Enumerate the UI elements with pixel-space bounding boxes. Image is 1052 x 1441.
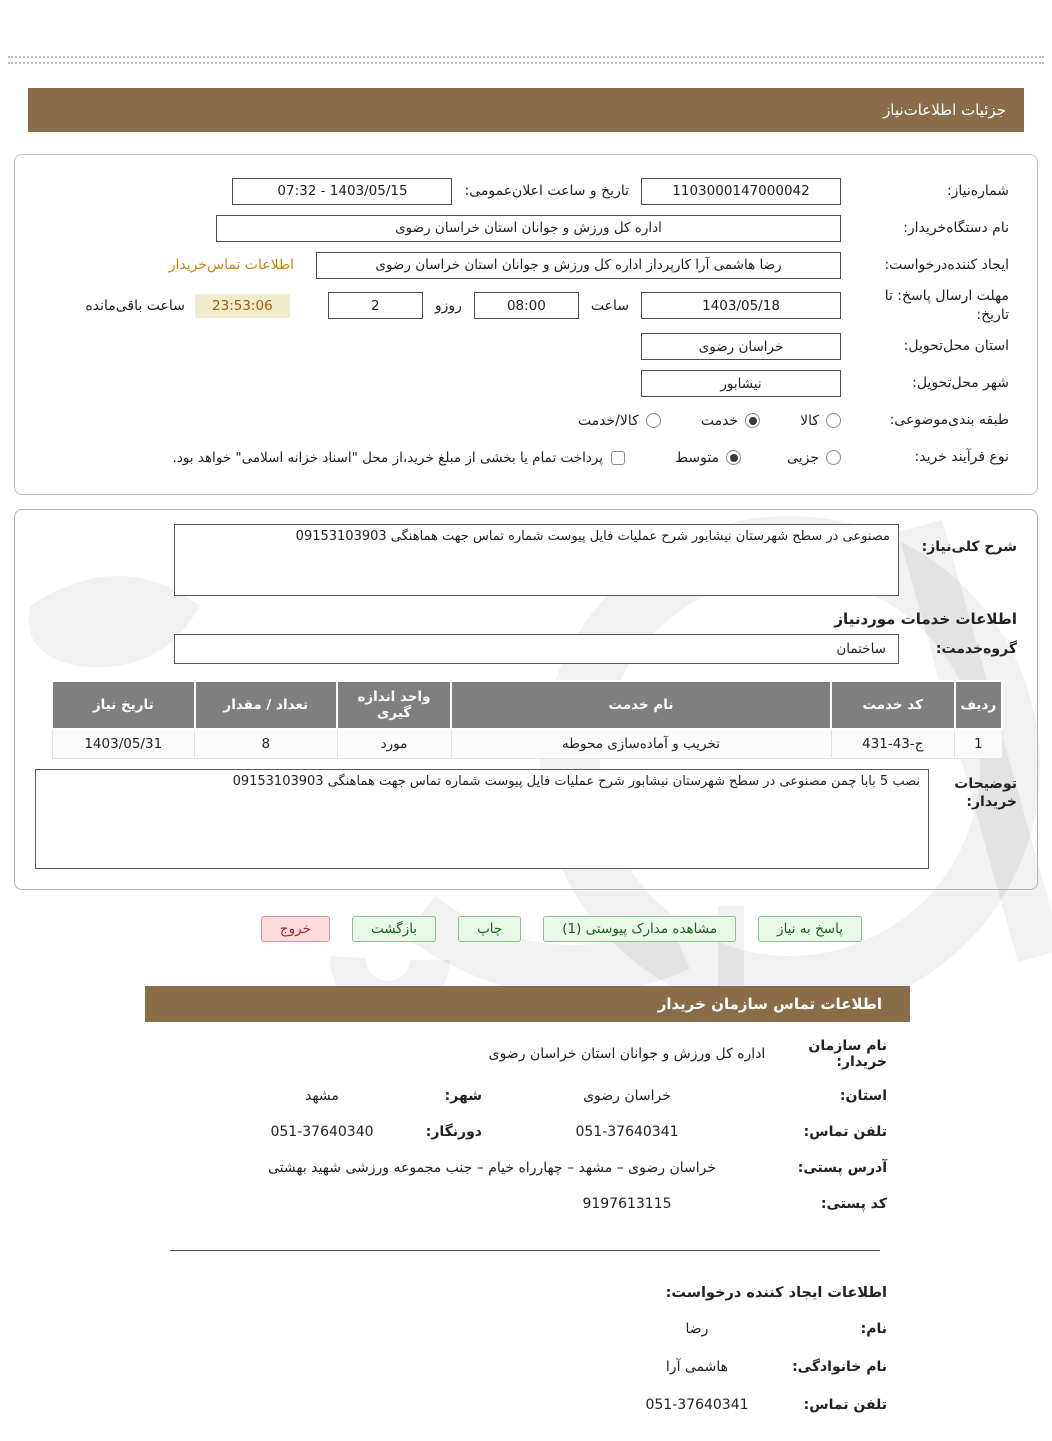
- need-details-panel: [14, 154, 1038, 495]
- need-number-label: شماره‌نیاز:: [946, 182, 1009, 199]
- purchase-process-label: نوع فرآیند خرید:: [914, 449, 1009, 466]
- contact-fax-label: دورنگار:: [425, 1123, 482, 1140]
- radio-goods-service-icon[interactable]: [646, 413, 661, 428]
- category-option-goods-service[interactable]: [578, 413, 661, 429]
- cell-unit: مورد: [337, 729, 451, 759]
- service-group-field[interactable]: ساختمان: [174, 634, 899, 664]
- reply-deadline-label: مهلت ارسال پاسخ: تا تاریخ:: [884, 288, 1009, 323]
- subject-category-label: طبقه بندی‌موضوعی:: [889, 412, 1009, 429]
- delivery-city-field[interactable]: نیشابور: [641, 370, 841, 397]
- process-option-minor-label: جزیی: [787, 449, 819, 466]
- radio-goods-icon[interactable]: [826, 413, 841, 428]
- table-row: [52, 729, 1002, 759]
- cell-row-number: 1: [955, 729, 1003, 759]
- buyer-contact-section-title: اطلاعات تماس سازمان خریدار: [657, 994, 882, 1013]
- remaining-time-value: 23:53:06: [195, 294, 290, 318]
- creator-last-name-row: [0, 1357, 1052, 1377]
- category-option-goods[interactable]: [800, 413, 841, 429]
- category-option-service-label: خدمت: [700, 412, 739, 429]
- creator-last-name-value: هاشمی آرا: [665, 1358, 729, 1375]
- announce-datetime-label: تاریخ و ساعت اعلان‌عمومی:: [464, 183, 629, 199]
- category-option-goods-label: کالا: [800, 412, 819, 429]
- buyer-notes-label: توضیحات خریدار:: [954, 775, 1017, 810]
- org-name-value: اداره کل ورزش و جوانان استان خراسان رضوی: [488, 1045, 766, 1062]
- col-header-need-date: تاریخ نیاز: [52, 681, 195, 729]
- postal-address-label: آدرس پستی:: [797, 1159, 887, 1176]
- need-number-row: [33, 176, 1009, 206]
- category-option-service[interactable]: [701, 413, 760, 429]
- creator-first-name-label: نام:: [860, 1320, 887, 1337]
- radio-minor-icon[interactable]: [826, 450, 841, 465]
- process-option-medium-label: متوسط: [675, 449, 720, 466]
- creator-first-name-row: [0, 1319, 1052, 1339]
- announce-datetime-field[interactable]: 1403/05/15 - 07:32: [232, 178, 452, 205]
- need-description-textarea[interactable]: مصنوعی در سطح شهرستان نیشابور شرح عملیات فایل پیوست شماره تماس جهت هماهنگی 09153103903: [174, 524, 899, 596]
- creator-phone-value: 051-37640341: [645, 1396, 749, 1413]
- col-header-service-code: کد خدمت: [831, 681, 955, 729]
- buyer-org-label: نام دستگاه‌خریدار:: [903, 219, 1009, 236]
- reply-deadline-row: [33, 287, 1009, 325]
- delivery-province-field[interactable]: خراسان رضوی: [641, 333, 841, 360]
- delivery-province-label: استان محل‌تحویل:: [903, 338, 1009, 355]
- col-header-service-name: نام خدمت: [451, 681, 831, 729]
- deadline-time-field[interactable]: 08:00: [474, 292, 579, 319]
- delivery-city-row: [33, 369, 1009, 399]
- postal-code-label: کد پستی:: [820, 1195, 887, 1212]
- view-attachments-button[interactable]: مشاهده مدارک پیوستی (1): [543, 916, 736, 942]
- deadline-date-field[interactable]: 1403/05/18: [641, 292, 841, 319]
- creator-last-name-label: نام خانوادگی:: [792, 1358, 887, 1375]
- top-divider: [8, 56, 1044, 64]
- postal-code-row: [0, 1194, 1052, 1214]
- service-group-row: [35, 634, 1017, 664]
- postal-address-row: [0, 1158, 1052, 1178]
- org-name-label: نام سازمان خریدار:: [808, 1037, 887, 1070]
- deadline-day-label: روزو: [434, 297, 462, 314]
- treasury-payment-checkbox[interactable]: [611, 451, 625, 465]
- radio-medium-icon[interactable]: [726, 450, 741, 465]
- need-description-panel: [14, 509, 1038, 890]
- cell-quantity: 8: [195, 729, 338, 759]
- service-group-label: گروه‌خدمت:: [935, 640, 1017, 657]
- print-button[interactable]: چاپ: [458, 916, 521, 942]
- creator-phone-label: تلفن تماس:: [803, 1396, 887, 1413]
- col-header-row-number: ردیف: [955, 681, 1003, 729]
- phone-fax-row: [0, 1122, 1052, 1142]
- remaining-time-label: ساعت باقی‌مانده: [85, 297, 185, 314]
- exit-button[interactable]: خروج: [261, 916, 330, 942]
- page-title: جزئیات اطلاعات‌نیاز: [883, 101, 1006, 119]
- contact-fax-value: 051-37640340: [270, 1123, 374, 1140]
- cell-need-date: 1403/05/31: [52, 729, 195, 759]
- col-header-unit: واحد اندازه گیری: [337, 681, 451, 729]
- need-description-label: شرح کلی‌نیاز:: [921, 538, 1017, 555]
- purchase-process-row: [33, 443, 1009, 473]
- cell-service-code: ج-43-431: [831, 729, 955, 759]
- deadline-hour-label: ساعت: [590, 297, 629, 314]
- buyer-notes-textarea[interactable]: نصب 5 بابا چمن مصنوعی در سطح شهرستان نیشابور شرح عملیات فایل پیوست شماره تماس جهت هماهنگی 09153103903: [35, 769, 929, 869]
- reply-to-need-button[interactable]: پاسخ به نیاز: [758, 916, 862, 942]
- buyer-org-row: [33, 213, 1009, 243]
- request-creator-row: [33, 250, 1009, 280]
- org-name-row: [0, 1038, 1052, 1070]
- contact-phone-value: 051-37640341: [575, 1123, 679, 1140]
- province-city-row: [0, 1086, 1052, 1106]
- contact-province-label: استان:: [839, 1087, 887, 1104]
- creator-info-heading: اطلاعات ایجاد کننده درخواست:: [665, 1284, 887, 1301]
- request-creator-label: ایجاد کننده‌درخواست:: [884, 256, 1009, 273]
- postal-code-value: 9197613115: [582, 1195, 672, 1212]
- request-creator-field[interactable]: رضا هاشمی آرا کارپرداز اداره کل ورزش و جوانان استان خراسان رضوی: [316, 252, 841, 279]
- page-title-bar: [28, 88, 1024, 132]
- postal-address-value: خراسان رضوی – مشهد – چهارراه خیام – جنب مجموعه ورزشی شهید بهشتی: [267, 1159, 717, 1176]
- buyer-contact-section-bar: [145, 986, 910, 1022]
- col-header-quantity: تعداد / مقدار: [195, 681, 338, 729]
- need-description-row: [35, 524, 1017, 596]
- subject-category-row: [33, 406, 1009, 436]
- services-info-heading: اطلاعات خدمات موردنیاز: [834, 609, 1017, 628]
- process-option-medium[interactable]: [675, 450, 741, 466]
- creator-phone-row: [0, 1395, 1052, 1415]
- buyer-notes-row: [35, 769, 1017, 869]
- buyer-contact-link[interactable]: اطلاعات تماس‌خریدار: [168, 257, 294, 273]
- back-button[interactable]: بازگشت: [352, 916, 436, 942]
- process-option-minor[interactable]: [787, 450, 841, 466]
- services-table-header-row: [52, 681, 1002, 729]
- contact-phone-label: تلفن تماس:: [803, 1123, 887, 1140]
- cell-service-name: تخریب و آماده‌سازی محوطه: [451, 729, 831, 759]
- contact-province-value: خراسان رضوی: [583, 1087, 671, 1104]
- section-divider: [170, 1250, 880, 1251]
- delivery-city-label: شهر محل‌تحویل:: [912, 375, 1009, 392]
- treasury-payment-checkbox-label: پرداخت تمام یا بخشی از مبلغ خرید،از محل "اسناد خزانه اسلامی" خواهد بود.: [172, 449, 604, 466]
- deadline-days-field[interactable]: 2: [328, 292, 423, 319]
- contact-city-label: شهر:: [444, 1087, 482, 1104]
- action-buttons-row: [28, 916, 1024, 942]
- services-table: [51, 680, 1003, 759]
- buyer-org-field[interactable]: اداره کل ورزش و جوانان استان خراسان رضوی: [216, 215, 841, 242]
- creator-first-name-value: رضا: [685, 1320, 709, 1337]
- radio-service-icon[interactable]: [745, 413, 760, 428]
- delivery-province-row: [33, 332, 1009, 362]
- category-option-goods-service-label: کالا/خدمت: [577, 412, 639, 429]
- need-number-field[interactable]: 1103000147000042: [641, 178, 841, 205]
- contact-city-value: مشهد: [305, 1087, 339, 1104]
